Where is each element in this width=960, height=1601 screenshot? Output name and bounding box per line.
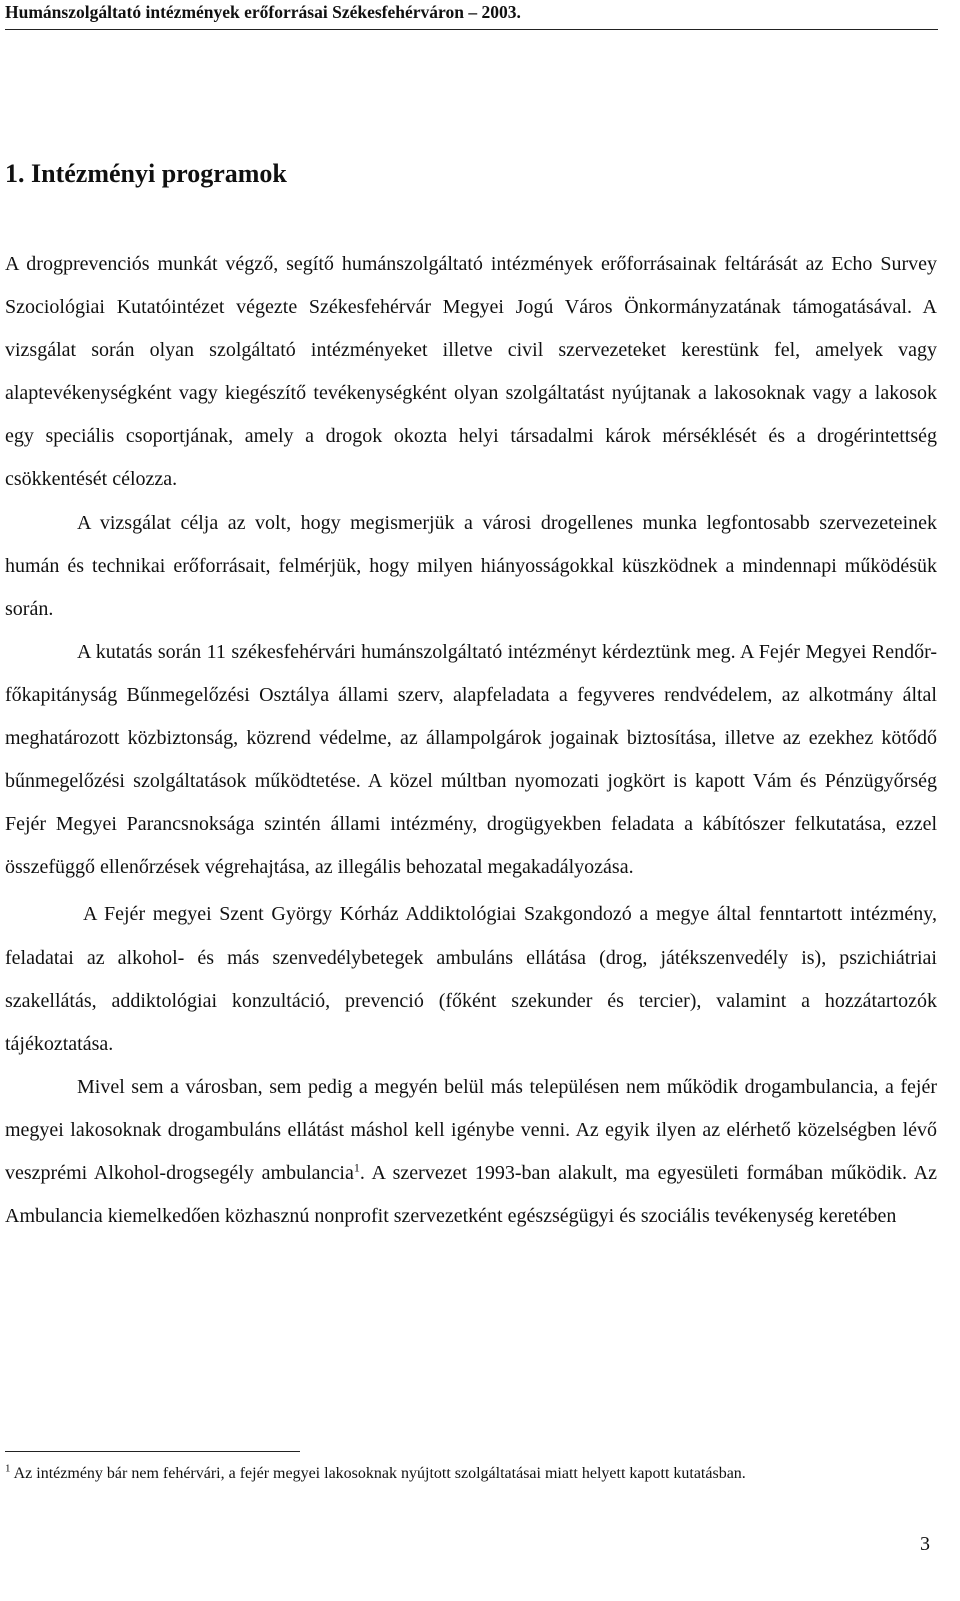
paragraph-1: A drogprevenciós munkát végző, segítő humánszolgáltató intézmények erőforrásainak feltárását az Echo Survey Szociológiai Kutatóintézet végezte Székesfehérvár Megyei Jogú Város Önkormányzatának támogatásával. A vizsgálat során olyan szolgáltató intézményeket illetve civil szervezeteket kerestünk fel, amelyek vagy alaptevékenységként vagy kiegészítő tevékenységként olyan szolgáltatást nyújtanak a lakosoknak vagy a lakosok egy speciális csoportjának, amely a drogok okozta helyi társadalmi károk mérséklését és a drogérintettség csökkentését célozza. <box>5 253 937 491</box>
paragraph-4: A Fejér megyei Szent György Kórház Addiktológiai Szakgondozó a megye által fenntartott intézmény, feladatai az alkohol- és más szenvedélybetegek ambuláns ellátása (drog, játékszenvedély is), pszichiátriai szakellátás, addiktológiai konzultáció, prevenció (főként szekunder és tercier), valamint a hozzátartozók tájékoztatása. <box>5 903 937 1055</box>
running-header: Humánszolgáltató intézmények erőforrásai Székesfehérváron – 2003. <box>5 2 521 22</box>
footnote-text: Az intézmény bár nem fehérvári, a fejér megyei lakosoknak nyújtott szolgáltatásai miatt helyett kapott kutatásban. <box>10 1465 746 1482</box>
footnote-reference[interactable]: 1 <box>353 1160 360 1175</box>
body-text <box>5 243 937 1238</box>
paragraph-5-text: Mivel sem a városban, sem pedig a megyén belül más településen nem működik drogambulancia, a fejér megyei lakosoknak drogambuláns ellátást máshol kell igénybe venni. Az egyik ilyen az elérhető közelségben lévő veszprémi Alkohol-drogsegély ambulancia <box>5 1075 937 1184</box>
paragraph-3: A kutatás során 11 székesfehérvári humánszolgáltató intézményt kérdeztünk meg. A Fejér Megyei Rendőr-főkapitányság Bűnmegelőzési Osztálya állami szerv, alapfeladata a fegyveres rendvédelem, az alkotmány által meghatározott közbiztonság, közrend védelme, az állampolgárok jogainak biztosítása, illetve az ezekhez kötődő bűnmegelőzési szolgáltatások működtetése. A közel múltban nyomozati jogkört is kapott Vám és Pénzügyőrség Fejér Megyei Parancsnoksága szintén állami intézmény, drogügyekben feladata a kábítószer felkutatása, ezzel összefüggő ellenőrzések végrehajtása, az illegális behozatal megakadályozása. <box>5 640 937 879</box>
page-number: 3 <box>920 1533 930 1555</box>
paragraph-5-text-cont: . A szervezet 1993-ban alakult, ma egyesületi formában működik. Az Ambulancia kiemelkedően közhasznú nonprofit szervezetként egészségügyi és szociális tevékenység keretében <box>5 1161 938 1228</box>
header-rule <box>5 29 938 30</box>
paragraph-5 <box>5 1066 937 1238</box>
footnote-rule <box>5 1451 300 1452</box>
paragraph-2: A vizsgálat célja az volt, hogy megismerjük a városi drogellenes munka legfontosabb szervezeteinek humán és technikai erőforrásait, felmérjük, hogy milyen hiányosságokkal küszködnek a mindennapi működésük során. <box>5 511 937 620</box>
footnote <box>5 1463 905 1485</box>
section-heading: 1. Intézményi programok <box>5 159 287 188</box>
footnote-marker: 1 <box>5 1462 11 1475</box>
